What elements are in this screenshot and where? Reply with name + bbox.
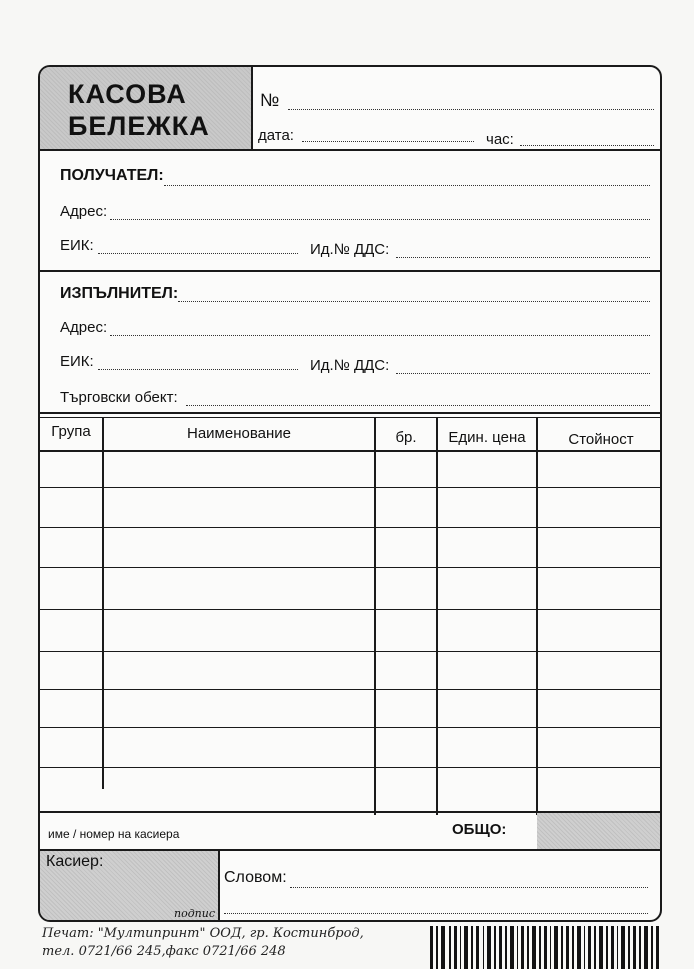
table-row-line: [40, 689, 662, 690]
number-field[interactable]: [288, 109, 654, 110]
title-line-2: БЕЛЕЖКА: [68, 111, 210, 141]
performer-name-field[interactable]: [178, 301, 650, 302]
total-label: ОБЩО:: [452, 821, 507, 838]
column-header-group: Група: [51, 423, 91, 440]
recipient-vat-field[interactable]: [396, 257, 650, 258]
table-row-line: [40, 727, 662, 728]
date-label: дата:: [258, 127, 294, 144]
cashier-divider: [218, 849, 220, 922]
header-divider: [253, 149, 662, 151]
column-line-4: [536, 417, 538, 815]
table-row-line: [40, 651, 662, 652]
cashier-label: Касиер:: [46, 853, 104, 870]
receipt-form: [38, 65, 662, 922]
column-header-unit-price: Един. цена: [448, 429, 526, 446]
total-value-box[interactable]: [537, 813, 662, 849]
performer-address-label: Адрес:: [60, 319, 108, 336]
recipient-name-field[interactable]: [164, 185, 650, 186]
performer-vat-field[interactable]: [396, 373, 650, 374]
title-line-1: КАСОВА: [68, 79, 187, 109]
table-header-bottom: [40, 450, 662, 452]
table-row-line: [40, 527, 662, 528]
date-field[interactable]: [302, 141, 474, 142]
column-line-3: [436, 417, 438, 815]
performer-store-label: Търговски обект:: [60, 389, 178, 406]
printer-info-line-2: тел. 0721/66 245,факс 0721/66 248: [42, 944, 286, 959]
time-label: час:: [486, 131, 514, 148]
column-line-2: [374, 417, 376, 815]
title-box: [40, 67, 253, 151]
recipient-vat-label: Ид.№ ДДС:: [310, 241, 390, 258]
signature-label: подпис: [174, 907, 216, 920]
cashier-name-label: име / номер на касиера: [48, 827, 180, 841]
in-words-field[interactable]: [290, 887, 648, 888]
column-header-name: Наименование: [187, 425, 291, 442]
printer-info-line-1: Печат: "Мултипринт" ООД, гр. Костинброд,: [42, 926, 364, 941]
recipient-eik-label: ЕИК:: [60, 237, 94, 254]
barcode: [428, 924, 660, 969]
table-row-line: [40, 487, 662, 488]
table-row-line: [40, 767, 662, 768]
time-field[interactable]: [520, 145, 654, 146]
recipient-address-field[interactable]: [110, 219, 650, 220]
performer-vat-label: Ид.№ ДДС:: [310, 357, 390, 374]
column-header-qty: бр.: [395, 429, 417, 446]
performer-heading: ИЗПЪЛНИТЕЛ:: [60, 285, 179, 302]
recipient-eik-field[interactable]: [98, 253, 298, 254]
in-words-field-2[interactable]: [224, 913, 648, 914]
performer-eik-field[interactable]: [98, 369, 298, 370]
recipient-address-label: Адрес:: [60, 203, 108, 220]
table-top-border: [40, 412, 662, 414]
table-row-line: [40, 567, 662, 568]
table-top-border-inner: [40, 417, 662, 418]
performer-store-field[interactable]: [186, 405, 650, 406]
column-header-value: Стойност: [568, 431, 634, 448]
column-line-1: [102, 417, 104, 789]
number-label: №: [260, 90, 280, 110]
in-words-label: Словом:: [224, 869, 287, 886]
recipient-heading: ПОЛУЧАТЕЛ:: [60, 167, 164, 184]
recipient-divider: [40, 270, 662, 272]
performer-address-field[interactable]: [110, 335, 650, 336]
performer-eik-label: ЕИК:: [60, 353, 94, 370]
table-row-line: [40, 609, 662, 610]
